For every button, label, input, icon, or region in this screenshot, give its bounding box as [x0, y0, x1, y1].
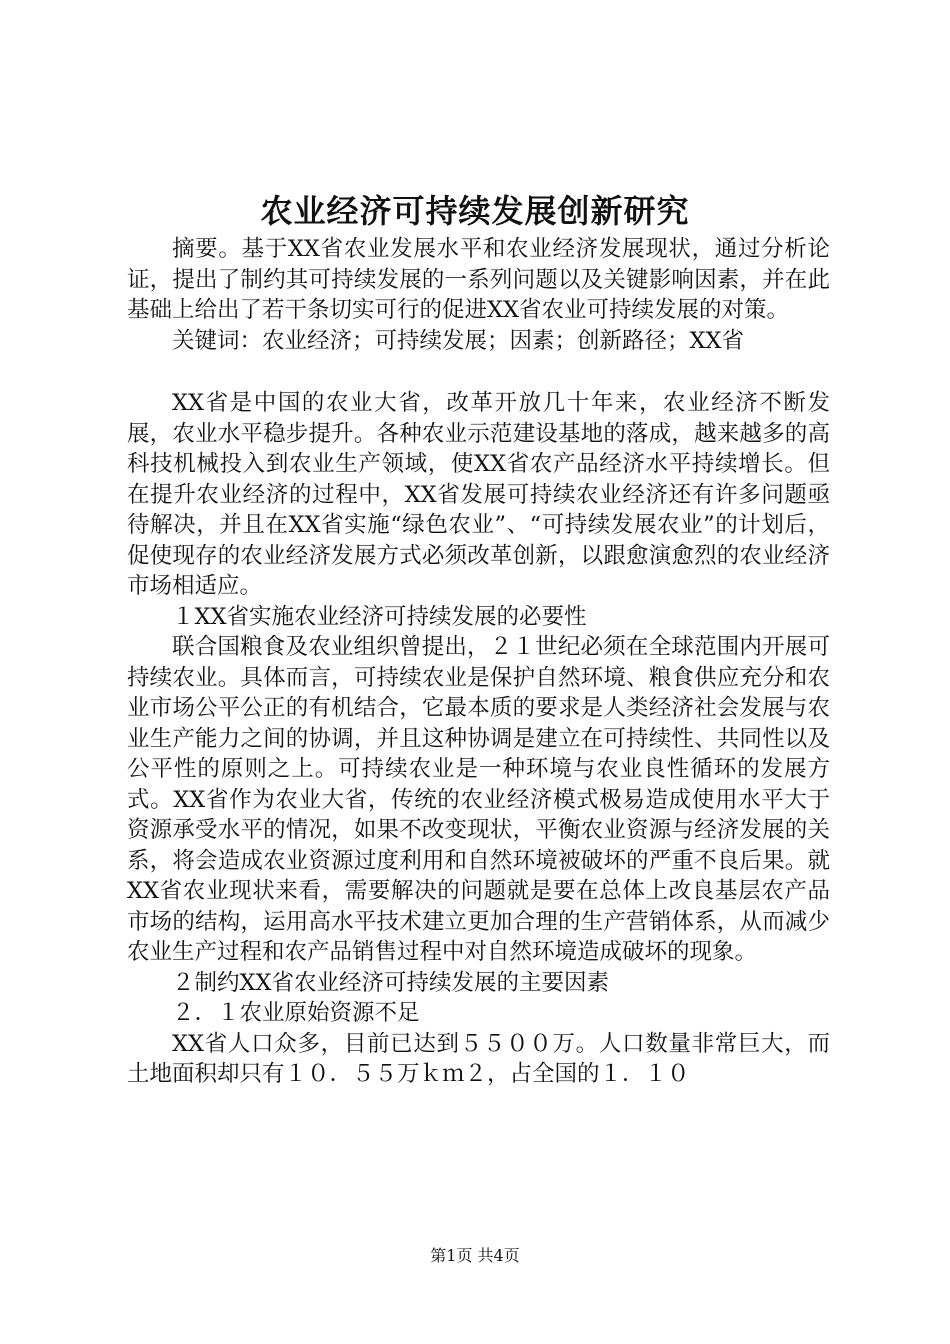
intro-paragraph: XX省是中国的农业大省，改革开放几十年来，农业经济不断发展，农业水平稳步提升。各种农业示范建设基地的落成，越来越多的高科技机械投入到农业生产领域，使XX省农产品经济水平持续增长。但在提升农业经济的过程中，XX省发展可持续农业经济还有许多问题亟待解决，并且在XX省实施“绿色农业”、“可持续发展农业”的计划后，促使现存的农业经济发展方式必须改革创新，以跟愈演愈烈的农业经济市场相适应。 — [127, 390, 830, 599]
section-heading-2: ２制约XX省农业经济可持续发展的主要因素 — [172, 969, 610, 996]
keywords-paragraph: 关键词：农业经济；可持续发展；因素；创新路径；XX省 — [172, 327, 745, 354]
section-1-paragraph: 联合国粮食及农业组织曾提出，２１世纪必须在全球范围内开展可持续农业。具体而言，可持续农业是保护自然环境、粮食供应充分和农业市场公平公正的有机结合，它最本质的要求是人类经济社会发展与农业生产能力之间的协调，并且这种协调是建立在可持续性、共同性以及公平性的原则之上。可持续农业是一种环境与农业良性循环的发展方式。XX省作为农业大省，传统的农业经济模式极易造成使用水平大于资源承受水平的情况，如果不改变现状，平衡农业资源与经济发展的关系，将会造成农业资源过度利用和自然环境被破坏的严重不良后果。就XX省农业现状来看，需要解决的问题就是要在总体上改良基层农产品市场的结构，运用高水平技术建立更加合理的生产营销体系，从而减少农业生产过程和农产品销售过程中对自然环境造成破坏的现象。 — [127, 634, 830, 965]
abstract-paragraph: 摘要。基于XX省农业发展水平和农业经济发展现状，通过分析论证，提出了制约其可持续发展的一系列问题以及关键影响因素，并在此基础上给出了若干条切实可行的促进XX省农业可持续发展的对策。 — [127, 236, 830, 323]
section-heading-1: １XX省实施农业经济可持续发展的必要性 — [172, 603, 587, 630]
page-footer: 第1页 共4页 — [430, 1246, 520, 1265]
document-title: 农业经济可持续发展创新研究 — [260, 192, 690, 230]
subsection-2-1-paragraph: XX省人口众多，目前已达到５５００万。人口数量非常巨大，而土地面积却只有１０．５５万ｋｍ２，占全国的１．１０ — [127, 1030, 830, 1087]
subsection-heading-2-1: ２．１农业原始资源不足 — [172, 1000, 420, 1026]
document-body — [127, 234, 830, 1090]
